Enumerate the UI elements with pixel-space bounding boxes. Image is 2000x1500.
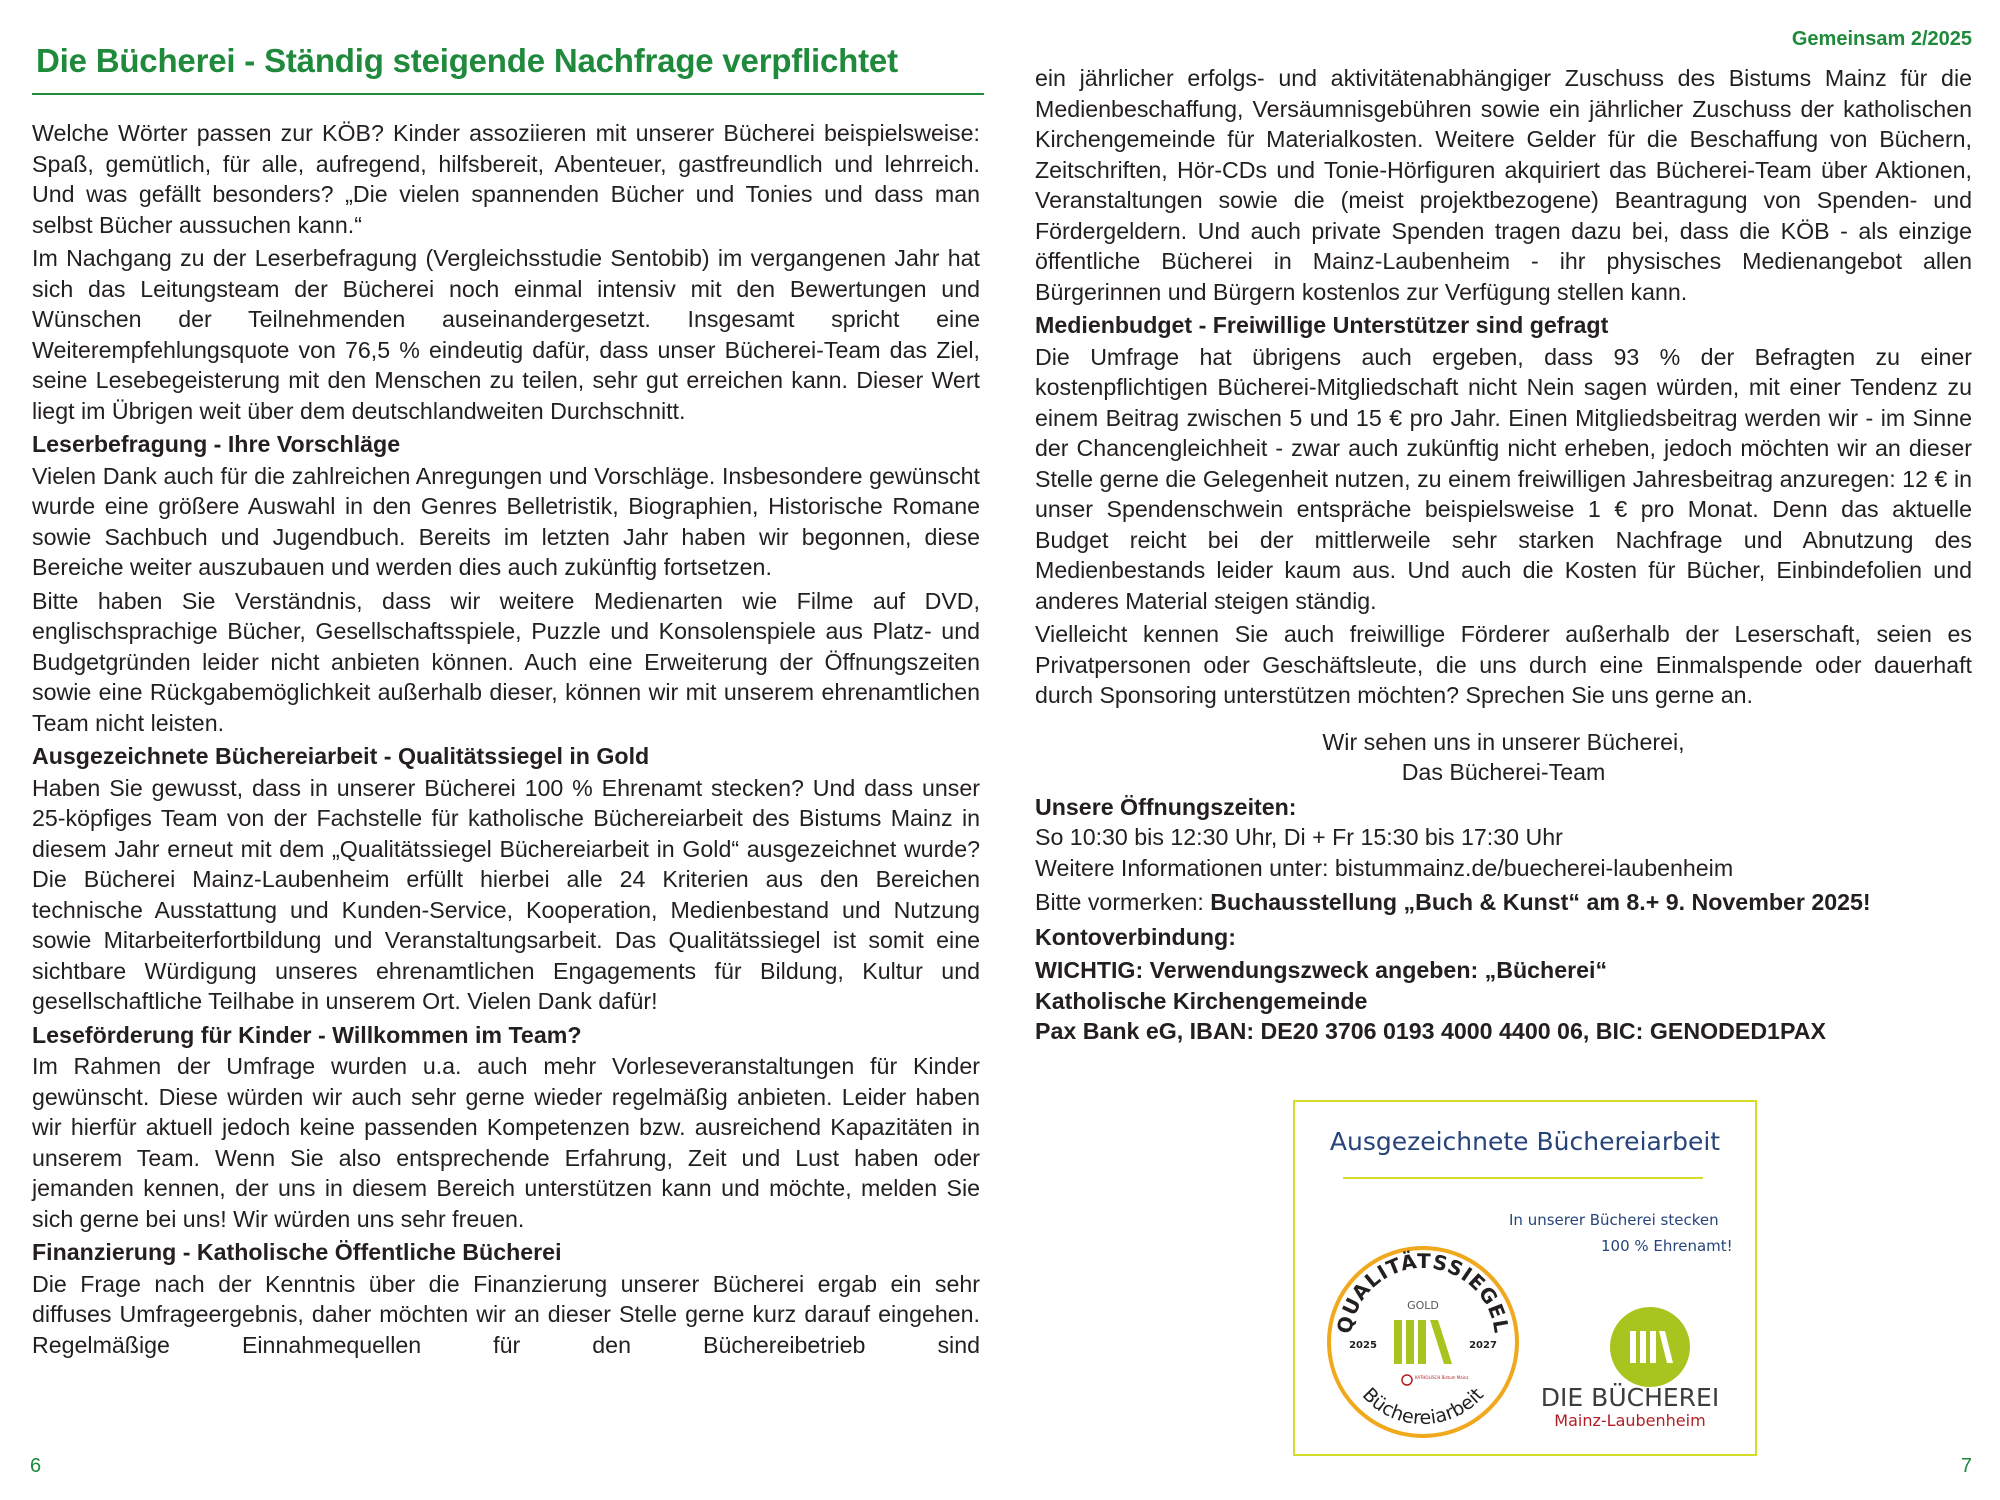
section-heading-survey: Leserbefragung - Ihre Vorschläge (32, 431, 401, 457)
hours-text: So 10:30 bis 12:30 Uhr, Di + Fr 15:30 bis 17:30 Uhr (1035, 824, 1563, 850)
account-holder: Katholische Kirchengemeinde (1035, 987, 1368, 1014)
account-purpose: WICHTIG: Verwendungszweck angeben: „Bücherei“ (1035, 957, 1608, 983)
survey-paragraph-1: Vielen Dank auch für die zahlreichen Anregungen und Vorschläge. Insbesondere gewünscht wurde eine größere Auswahl in den Genres Belletristik, Biographien, Historische Romane sowie Sachbuch und Jugendbuch. Bereits im letzten Jahr haben wir begonnen, diese Bereiche weiter auszubauen und werden dies auch zukünftig fortsetzen. (32, 462, 980, 580)
page-number-right: 7 (1960, 1455, 1972, 1477)
left-column (32, 118, 980, 1363)
intro-paragraph-2: Im Nachgang zu der Leserbefragung (Vergleichsstudie Sentobib) im vergangenen Jahr hat sich das Leitungsteam der Bücherei noch einmal intensiv mit den Bewertungen und Wünschen der Teilnehmenden auseinandergesetzt. Insgesamt spricht eine Weiterempfehlungsquote von 76,5 % eindeutig dafür, dass unser Bücherei-Team das Ziel, seine Lesebegeisterung mit den Menschen zu teilen, sehr gut erreichen kann. Dieser Wert liegt im Übrigen weit über dem deutschlandweiten Durchschnitt. (32, 245, 980, 424)
quality-seal-icon (1313, 1222, 1533, 1442)
page-number-left: 6 (30, 1455, 42, 1477)
financing-paragraph-continued: ein jährlicher erfolgs- und aktivitätenabhängiger Zuschuss des Bistums Mainz für die Medienbeschaffung, Versäumnisgebühren sowie ein jährlicher Zuschuss der katholischen Kirchengemeinde für Materialkosten. Weitere Gelder für die Beschaffung von Büchern, Zeitschriften, Hör-CDs und Tonie-Hörfiguren akquiriert das Bücherei-Team über Aktionen, Veranstaltungen sowie die (meist projektbezogene) Beantragung von Spenden- und Fördergeldern. Und auch private Spenden tragen dazu bei, dass die KÖB - als einzige öffentliche Bücherei in Mainz-Laubenheim - ihr physisches Medienangebot allen Bürgerinnen und Bürgern kostenlos zur Verfügung stellen kann. (1035, 65, 1972, 305)
survey-paragraph-2: Bitte haben Sie Verständnis, dass wir weitere Medienarten wie Filme auf DVD, englischsprachige Bücher, Gesellschaftsspiele, Puzzle und Konsolenspiele aus Platz- und Budgetgründen leider nicht anbieten können. Auch eine Erweiterung der Öffnungszeiten sowie eine Rückgabemöglichkeit außerhalb dieser, können wir mit unserem ehrenamtlichen Team nicht leisten. (32, 587, 980, 736)
award-box (1293, 1100, 1757, 1456)
seal-year-to: 2027 (1469, 1340, 1497, 1351)
award-tagline-2: 100 % Ehrenamt! (1601, 1237, 1733, 1255)
budget-paragraph-2: Vielleicht kennen Sie auch freiwillige Förderer außerhalb der Leserschaft, seien es Privatpersonen oder Geschäftsleute, die uns durch eine Einmalspende oder dauerhaft durch Sponsoring unterstützen möchten? Sprechen Sie uns gerne an. (1035, 621, 1972, 708)
intro-paragraph-1: Welche Wörter passen zur KÖB? Kinder assoziieren mit unserer Bücherei beispielsweise: Spaß, gemütlich, für alle, aufregend, hilfsbereit, Abenteuer, gastfreundlich und lehrreich. Und was gefällt besonders? „Die vielen spannenden Bücher und Tonies und dass man selbst Bücher aussuchen kann.“ (32, 120, 980, 238)
seal-bottom-text: Büchereiarbeit (1357, 1383, 1489, 1430)
award-title: Ausgezeichnete Büchereiarbeit (1329, 1127, 1721, 1156)
seal-org-text: KATHOLISCH Bistum Mainz (1415, 1375, 1469, 1380)
award-divider (1343, 1177, 1703, 1179)
library-logo-icon (1608, 1305, 1692, 1389)
event-reminder (1035, 887, 1972, 918)
section-heading-budget: Medienbudget - Freiwillige Unterstützer sind gefragt (1035, 312, 1609, 338)
info-link[interactable]: Weitere Informationen unter: bistummainz.de/buecherei-laubenheim (1035, 854, 1734, 881)
reminder-event: Buchausstellung „Buch & Kunst“ am 8.+ 9. November 2025! (1210, 889, 1871, 915)
section-heading-financing: Finanzierung - Katholische Öffentliche Bücherei (32, 1239, 562, 1265)
right-column (1035, 63, 1972, 1047)
library-logo-name: DIE BÜCHEREI (1540, 1383, 1720, 1412)
award-paragraph: Haben Sie gewusst, dass in unserer Bücherei 100 % Ehrenamt stecken? Und dass unser 25-köpfiges Team von der Fachstelle für katholische Büchereiarbeit des Bistums Mainz in diesem Jahr erneut mit dem „Qualitätssiegel Büchereiarbeit in Gold“ ausgezeichnet wurde? Die Bücherei Mainz-Laubenheim erfüllt hierbei alle 24 Kriterien aus den Bereichen technische Ausstattung und Kunden-Service, Kooperation, Medienbestand und Nutzung sowie Mitarbeiterfortbildung und Veranstaltungsarbeit. Das Qualitätssiegel ist somit eine sichtbare Würdigung unseres ehrenamtlichen Engagements für Bildung, Kultur und gesellschaftliche Teilhabe in unserem Ort. Vielen Dank dafür! (32, 774, 980, 1014)
closing-greeting (1035, 727, 1972, 788)
section-heading-award: Ausgezeichnete Büchereiarbeit - Qualitätssiegel in Gold (32, 743, 650, 769)
reminder-label: Bitte vormerken: (1035, 889, 1211, 915)
award-tagline-1: In unserer Bücherei stecken (1509, 1211, 1719, 1229)
issue-label: Gemeinsam 2/2025 (1791, 28, 1972, 50)
seal-top-text: QUALITÄTSSIEGEL (1332, 1248, 1514, 1336)
closing-line-1: Wir sehen uns in unserer Bücherei, (1322, 728, 1685, 755)
section-heading-reading: Leseförderung für Kinder - Willkommen im Team? (32, 1021, 582, 1048)
library-logo-place: Mainz-Laubenheim (1554, 1411, 1706, 1430)
seal-year-from: 2025 (1349, 1340, 1377, 1351)
seal-gold-label: GOLD (1407, 1299, 1439, 1312)
account-bank-details: Pax Bank eG, IBAN: DE20 3706 0193 4000 4400 06, BIC: GENODED1PAX (1035, 1018, 1826, 1044)
account-heading: Kontoverbindung: (1035, 923, 1236, 950)
article-title: Die Bücherei - Ständig steigende Nachfrage verpflichtet (36, 42, 898, 79)
hours-heading: Unsere Öffnungszeiten: (1035, 793, 1297, 820)
financing-paragraph: Die Frage nach der Kenntnis über die Finanzierung unserer Bücherei ergab ein sehr diffuses Umfrageergebnis, daher möchten wir an dieser Stelle gerne kurz darauf eingehen. Regelmäßige Einnahmequellen für den Büchereibetrieb sind (32, 1270, 980, 1358)
reading-paragraph: Im Rahmen der Umfrage wurden u.a. auch mehr Vorleseveranstaltungen für Kinder gewünscht. Diese würden wir auch sehr gerne wieder regelmäßig anbieten. Leider haben wir hierfür aktuell jedoch keine passenden Kompetenzen bzw. ausreichend Kapazitäten in unserem Team. Wenn Sie also entsprechende Erfahrung, Zeit und Lust haben oder jemanden kennen, der uns in diesem Bereich unterstützen kann und möchte, melden Sie sich gerne bei uns! Wir würden uns sehr freuen. (32, 1053, 980, 1232)
budget-paragraph-1: Die Umfrage hat übrigens auch ergeben, dass 93 % der Befragten zu einer kostenpflichtigen Bücherei-Mitgliedschaft nicht Nein sagen würden, mit einer Tendenz zu einem Beitrag zwischen 5 und 15 € pro Jahr. Einen Mitgliedsbeitrag werden wir - im Sinne der Chancengleichheit - zwar auch zukünftig nicht erheben, jedoch möchten wir an dieser Stelle gerne die Gelegenheit nutzen, zu einem freiwilligen Jahresbeitrag anzuregen: 12 € in unser Spendenschwein entspräche beispielsweise 1 € pro Monat. Denn das aktuelle Budget reicht bei der mittlerweile sehr starken Nachfrage und Abnutzung des Medienbestands leider kaum aus. Und auch die Kosten für Bücher, Einbindefolien und anderes Material steigen ständig. (1035, 343, 1972, 614)
closing-signature: Das Bücherei-Team (1401, 759, 1606, 785)
title-underline (32, 93, 984, 95)
